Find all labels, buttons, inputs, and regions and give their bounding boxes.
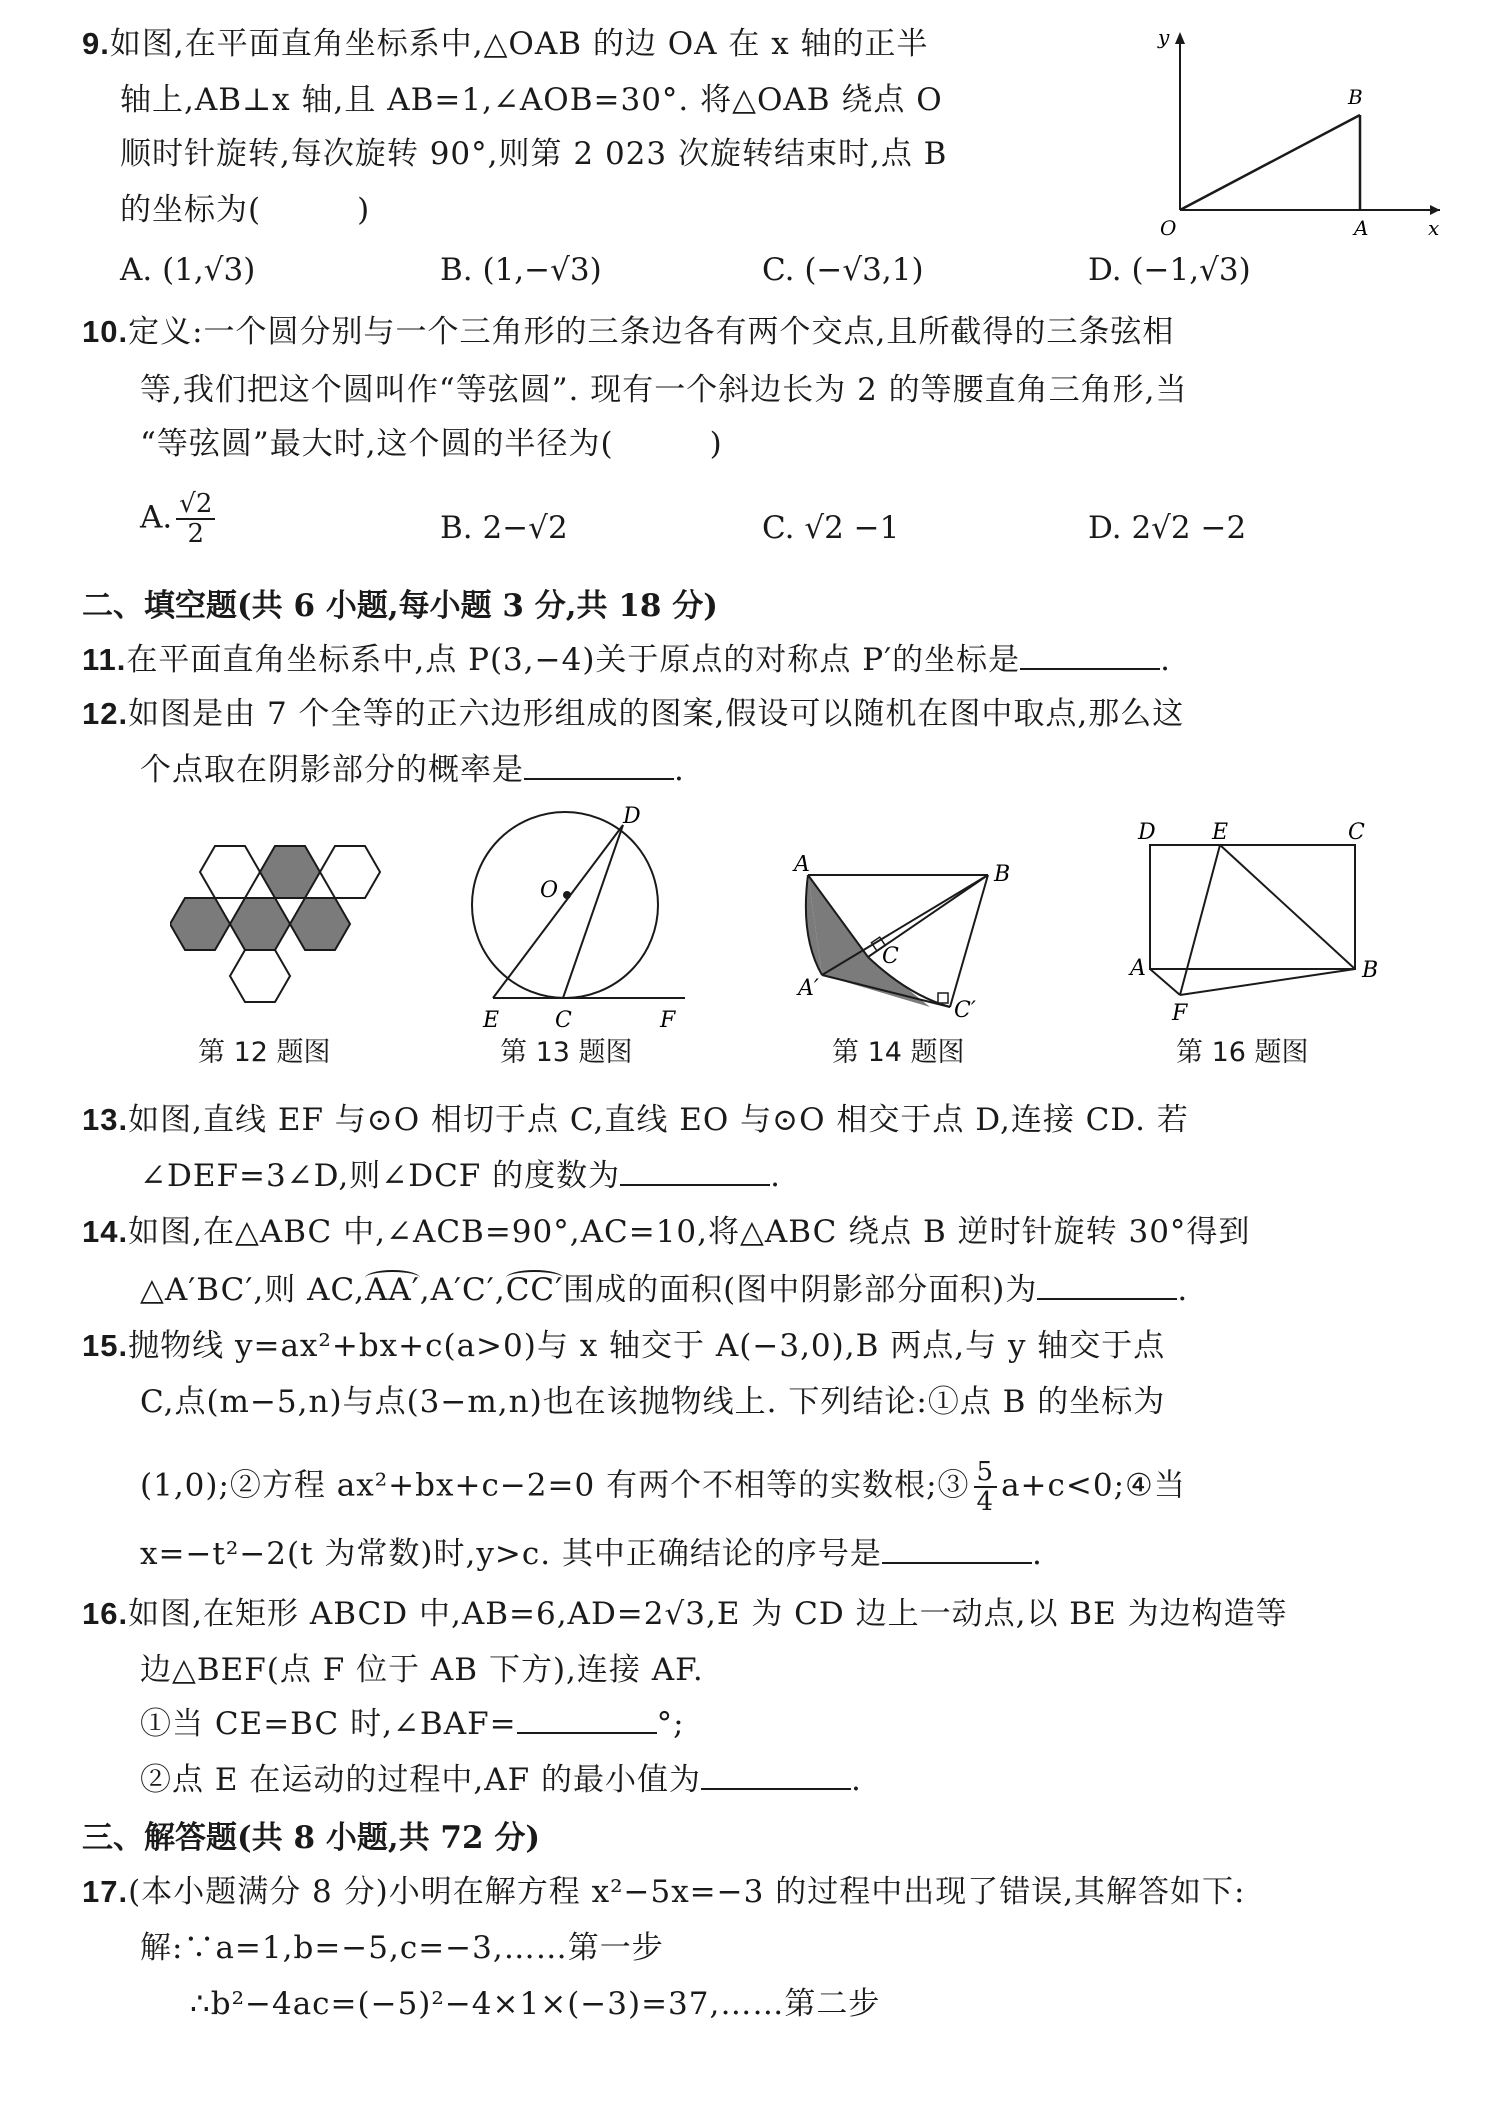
hexagon-top-left <box>200 846 260 898</box>
q11-line-1: 11.在平面直角坐标系中,点 P(3,−4)关于原点的对称点 P′的坐标是 . <box>82 642 1172 678</box>
q9-option-d[interactable]: D. (−1,√3) <box>1088 252 1251 288</box>
q17-line-1: 17.(本小题满分 8 分)小明在解方程 x²−5x=−3 的过程中出现了错误,其解答如下: <box>82 1874 1246 1910</box>
q12-line-1: 12.如图是由 7 个全等的正六边形组成的图案,假设可以随机在图中取点,那么这 <box>82 696 1185 732</box>
hexagon-middle-right <box>290 898 350 950</box>
q10-option-c[interactable]: C. √2 −1 <box>762 510 900 546</box>
q10-option-b[interactable]: B. 2−√2 <box>440 510 568 546</box>
q14-answer-blank[interactable] <box>1037 1272 1177 1300</box>
hexagon-top-far <box>320 846 380 898</box>
fig13-label-o: O <box>540 878 559 903</box>
q15-line-3: (1,0);②方程 ax²+bx+c−2=0 有两个不相等的实数根;③ $\frac{5}{4}$ a+c<0;④当 <box>140 1457 1186 1517</box>
q12-answer-blank[interactable] <box>524 752 674 780</box>
q9-fig-label-x: x <box>1428 216 1440 240</box>
q14-line-2: △A′BC′,则 AC,AA′,A′C′,CC′围成的面积(图中阴影部分面积)为 . <box>140 1272 1189 1308</box>
q9-fig-label-y: y <box>1158 25 1170 49</box>
fig12-hexagon-pattern <box>170 830 390 1040</box>
fig13-caption: 第 13 题图 <box>500 1037 633 1068</box>
q15-line-1: 15.抛物线 y=ax²+bx+c(a>0)与 x 轴交于 A(−3,0),B 两点,与 y 轴交于点 <box>82 1328 1166 1364</box>
section-2-heading: 二、填空题(共 6 小题,每小题 3 分,共 18 分) <box>82 588 718 624</box>
q9-fig-label-o: O <box>1160 216 1177 240</box>
fig16-label-c: C <box>1348 820 1365 845</box>
q16-line-3: ①当 CE=BC 时,∠BAF= °; <box>140 1706 685 1742</box>
q17-number: 17. <box>82 1874 129 1909</box>
q9-line-1: 9.如图,在平面直角坐标系中,△OAB 的边 OA 在 x 轴的正半 <box>82 26 929 62</box>
q13-number: 13. <box>82 1102 129 1137</box>
q16-number: 16. <box>82 1596 129 1631</box>
fig13-label-c: C <box>555 1008 572 1033</box>
q9-line-3: 顺时针旋转,每次旋转 90°,则第 2 023 次旋转结束时,点 B <box>120 136 948 172</box>
q15-line-2: C,点(m−5,n)与点(3−m,n)也在该抛物线上. 下列结论:①点 B 的坐标为 <box>140 1384 1166 1420</box>
fig16-label-e: E <box>1212 820 1229 845</box>
q10-line-3: “等弦圆”最大时,这个圆的半径为( ) <box>140 426 723 462</box>
q13-answer-blank[interactable] <box>620 1158 770 1186</box>
fig13-label-e: E <box>483 1008 500 1033</box>
fig16-label-a: A <box>1130 956 1146 981</box>
q15-line-4: x=−t²−2(t 为常数)时,y>c. 其中正确结论的序号是 . <box>140 1536 1043 1572</box>
fig12-caption: 第 12 题图 <box>198 1037 331 1068</box>
q9-line-2: 轴上,AB⊥x 轴,且 AB=1,∠AOB=30°. 将△OAB 绕点 O <box>120 82 943 118</box>
q9-fig-label-b: B <box>1348 85 1363 109</box>
fig14-label-b: B <box>994 862 1011 887</box>
fig14-rotated-triangle <box>790 855 1040 1035</box>
q16-line-1: 16.如图,在矩形 ABCD 中,AB=6,AD=2√3,E 为 CD 边上一动点,以 BE 为边构造等 <box>82 1596 1288 1632</box>
q10-line-2: 等,我们把这个圆叫作“等弦圆”. 现有一个斜边长为 2 的等腰直角三角形,当 <box>140 372 1188 408</box>
q15-answer-blank[interactable] <box>882 1536 1032 1564</box>
fig14-label-c-prime: C′ <box>954 998 976 1023</box>
q15-number: 15. <box>82 1328 129 1363</box>
q12-number: 12. <box>82 696 129 731</box>
q10-option-d[interactable]: D. 2√2 −2 <box>1088 510 1247 546</box>
fig16-caption: 第 16 题图 <box>1176 1037 1309 1068</box>
q9-fig-label-a: A <box>1354 216 1369 240</box>
section-3-heading: 三、解答题(共 8 小题,共 72 分) <box>82 1820 541 1856</box>
q10-option-a[interactable]: A. $\frac{√2}{2}$ <box>140 490 219 548</box>
q13-line-1: 13.如图,直线 EF 与⊙O 相切于点 C,直线 EO 与⊙O 相交于点 D,连接 CD. 若 <box>82 1102 1189 1138</box>
hexagon-center <box>230 898 290 950</box>
q9-option-b[interactable]: B. (1,−√3) <box>440 252 602 288</box>
q9-option-a[interactable]: A. (1,√3) <box>120 252 256 288</box>
q9-line-4: 的坐标为( ) <box>120 192 371 228</box>
q16-answer-blank-2[interactable] <box>701 1762 851 1790</box>
q14-arc-cc: CC′ <box>505 1272 564 1308</box>
q13-line-2: ∠DEF=3∠D,则∠DCF 的度数为 . <box>140 1158 782 1194</box>
q16-line-4: ②点 E 在运动的过程中,AF 的最小值为 . <box>140 1762 862 1798</box>
fig14-label-a-prime: A′ <box>798 976 819 1001</box>
q10-number: 10. <box>82 314 129 349</box>
hexagon-bottom <box>230 950 290 1002</box>
q10-line-1: 10.定义:一个圆分别与一个三角形的三条边各有两个交点,且所截得的三条弦相 <box>82 314 1175 350</box>
q11-number: 11. <box>82 642 127 677</box>
fig16-label-d: D <box>1138 820 1156 845</box>
q11-answer-blank[interactable] <box>1020 642 1160 670</box>
q14-line-1: 14.如图,在△ABC 中,∠ACB=90°,AC=10,将△ABC 绕点 B 逆时针旋转 30°得到 <box>82 1214 1251 1250</box>
hexagon-middle-left <box>170 898 230 950</box>
q12-line-2: 个点取在阴影部分的概率是 . <box>140 752 685 788</box>
fig16-label-b: B <box>1362 958 1379 983</box>
fig16-rectangle-triangle <box>1120 815 1390 1030</box>
q9-option-c[interactable]: C. (−√3,1) <box>762 252 924 288</box>
fig13-circle-tangent <box>455 805 700 1050</box>
q15-fraction-5-4: $\frac{5}{4}$ <box>974 1458 998 1516</box>
fig13-label-f: F <box>660 1008 676 1033</box>
q16-line-2: 边△BEF(点 F 位于 AB 下方),连接 AF. <box>140 1652 704 1688</box>
hexagon-top-right <box>260 846 320 898</box>
fig14-label-c: C <box>882 944 899 969</box>
fig14-caption: 第 14 题图 <box>832 1037 965 1068</box>
q14-arc-aa: AA′ <box>364 1272 420 1308</box>
q17-line-3: ∴b²−4ac=(−5)²−4×1×(−3)=37,……第二步 <box>190 1986 881 2022</box>
q16-answer-blank-1[interactable] <box>517 1706 657 1734</box>
q14-number: 14. <box>82 1214 129 1249</box>
q9-number: 9. <box>82 26 110 61</box>
fig13-label-d: D <box>623 805 641 829</box>
q10-option-a-fraction: $\frac{√2}{2}$ <box>176 490 215 548</box>
q9-figure <box>1120 20 1450 240</box>
fig14-label-a: A <box>794 855 810 877</box>
q17-line-2: 解:∵a=1,b=−5,c=−3,……第一步 <box>140 1930 664 1966</box>
fig16-label-f: F <box>1172 1001 1188 1026</box>
